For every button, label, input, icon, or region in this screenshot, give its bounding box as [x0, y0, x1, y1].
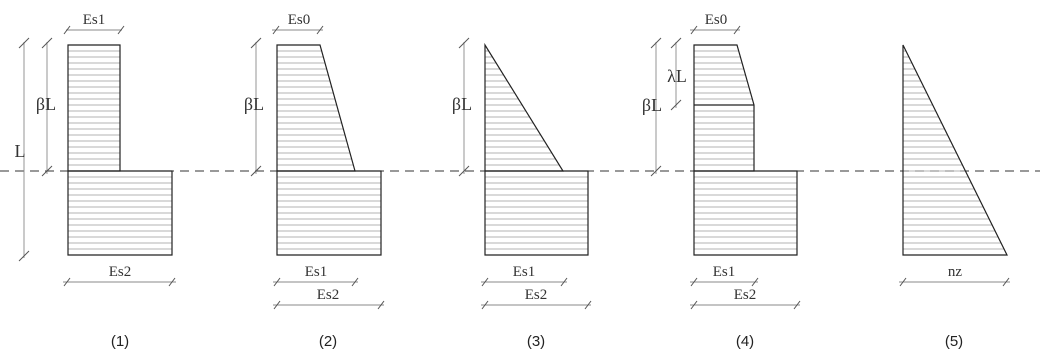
diagram-caption: (3) — [526, 333, 546, 350]
profile-outline — [68, 45, 120, 171]
dimension-label: βL — [35, 94, 57, 114]
profile-outline — [903, 45, 1007, 255]
profile-outline — [277, 45, 355, 171]
dimension-label: Es2 — [733, 287, 757, 303]
hatch-layer — [68, 51, 1004, 249]
dimension-label: L — [14, 141, 26, 161]
dimension-label: λL — [667, 66, 687, 86]
diagram-3 — [452, 38, 591, 350]
profile-outline — [485, 45, 563, 171]
dimension-label: Es2 — [108, 264, 132, 280]
dimension-label: Es0 — [704, 12, 728, 28]
dimension-label: Es0 — [287, 12, 311, 28]
dimension-label: Es1 — [712, 264, 736, 280]
diagram-caption: (4) — [735, 333, 755, 350]
dimension-label: nz — [947, 264, 963, 280]
dimension-label: βL — [641, 95, 663, 115]
profile-outline — [694, 45, 754, 171]
diagram-caption: (2) — [318, 333, 338, 350]
dimension-label: Es1 — [82, 12, 106, 28]
diagram-5 — [899, 45, 1010, 350]
dimension-label: βL — [451, 94, 473, 114]
dimension-label: Es1 — [512, 264, 536, 280]
dimension-label: Es2 — [524, 287, 548, 303]
diagram-caption: (5) — [944, 333, 964, 350]
dimension-label: Es1 — [304, 264, 328, 280]
dimension-label: βL — [243, 94, 265, 114]
dimension-label: Es2 — [316, 287, 340, 303]
diagram-caption: (1) — [110, 333, 130, 350]
